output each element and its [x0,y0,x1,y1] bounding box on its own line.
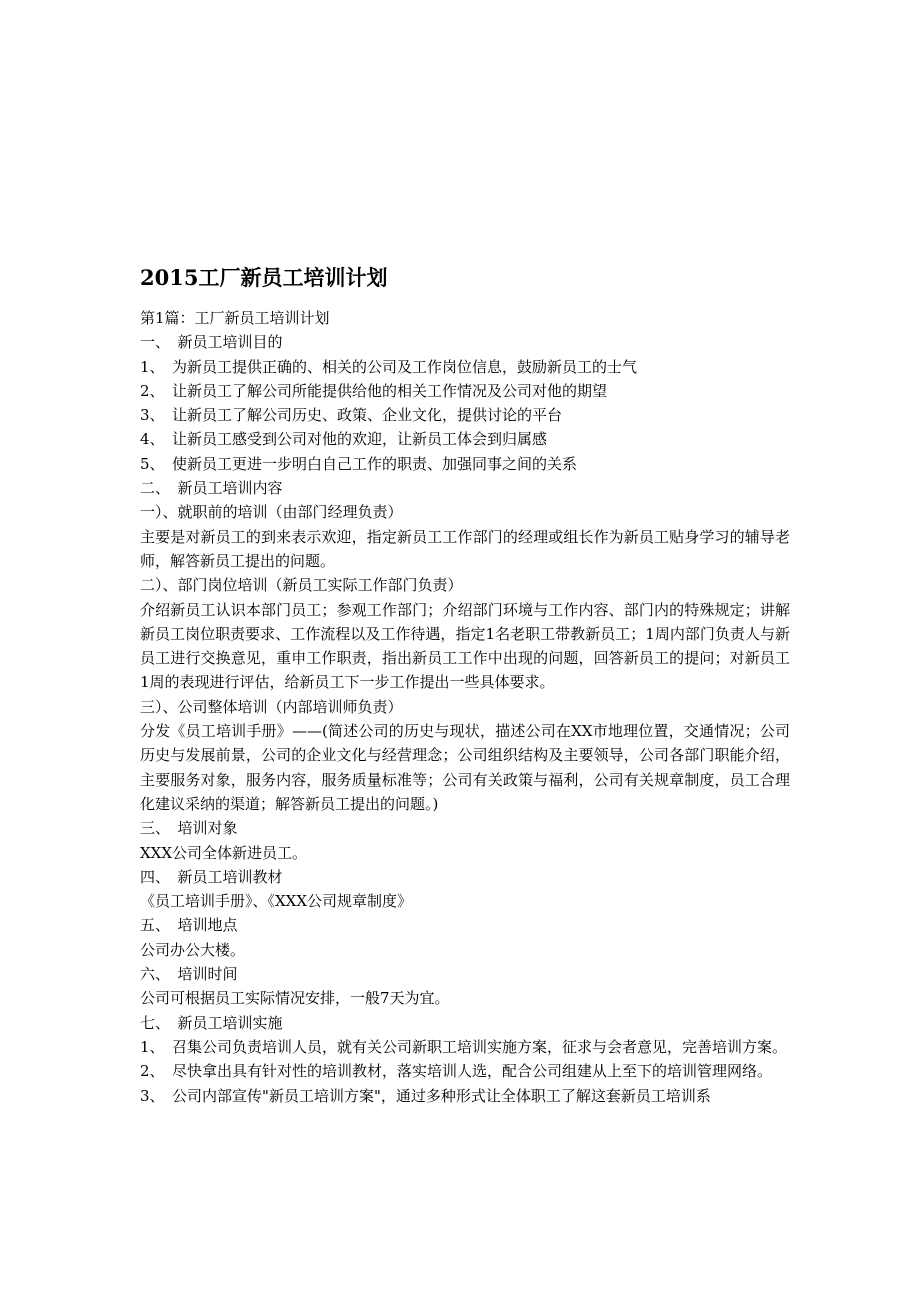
document-page [140,262,790,1108]
purpose-item-5: 5、 使新员工更进一步明白自己工作的职责、加强同事之间的关系 [140,454,578,473]
purpose-item-1: 1、 为新员工提供正确的、相关的公司及工作岗位信息，鼓励新员工的士气 [140,357,638,376]
paragraph-target: XXX公司全体新进员工。 [140,843,308,862]
implementation-item-1: 1、 召集公司负责培训人员，就有关公司新职工培训实施方案，征求与会者意见，完善培训方案。 [140,1037,788,1056]
purpose-item-4: 4、 让新员工感受到公司对他的欢迎，让新员工体会到归属感 [140,430,548,449]
section-heading-target: 三、 培训对象 [140,819,238,838]
implementation-item-3: 3、 公司内部宣传"新员工培训方案"，通过多种形式让全体职工了解这套新员工培训系 [140,1086,711,1105]
section-heading-implementation: 七、 新员工培训实施 [140,1013,283,1032]
paragraph-location: 公司办公大楼。 [140,940,246,959]
section-heading-purpose: 一、 新员工培训目的 [140,333,283,352]
purpose-item-3: 3、 让新员工了解公司历史、政策、企业文化，提供讨论的平台 [140,406,563,425]
paragraph-materials: 《员工培训手册》、《XXX公司规章制度》 [140,892,413,911]
section-heading-time: 六、 培训时间 [140,965,238,984]
subsection-heading-department: 二）、部门岗位培训（新员工实际工作部门负责） [140,576,463,595]
section-heading-location: 五、 培训地点 [140,916,238,935]
document-body [140,306,790,1108]
subsection-heading-company: 三）、公司整体培训（内部培训师负责） [140,697,403,716]
part-heading: 第1篇：工厂新员工培训计划 [140,309,330,327]
paragraph-time: 公司可根据员工实际情况安排，一般7天为宜。 [140,989,450,1008]
purpose-item-2: 2、 让新员工了解公司所能提供给他的相关工作情况及公司对他的期望 [140,381,608,400]
document-title: 2015工厂新员工培训计划 [140,265,388,290]
section-heading-materials: 四、 新员工培训教材 [140,867,283,886]
paragraph-department: 介绍新员工认识本部门员工；参观工作部门；介绍部门环境与工作内容、部门内的特殊规定；讲解新员工岗位职责要求、工作流程以及工作待遇，指定1名老职工带教新员工；1周内部门负责人与新员工进行交换意见，重申工作职责，指出新员工工作中出现的问题，回答新员工的提问；对新员工1周的表现进行评估，给新员工下一步工作提出一些具体要求。 [140,600,790,692]
paragraph-company: 分发《员工培训手册》——(简述公司的历史与现状，描述公司在XX市地理位置，交通情况；公司历史与发展前景，公司的企业文化与经营理念；公司组织结构及主要领导，公司各部门职能介绍，主要服务对象，服务内容，服务质量标准等；公司有关政策与福利，公司有关规章制度，员工合理化建议采纳的渠道；解答新员工提出的问题。) [140,722,790,813]
paragraph-pre-job: 主要是对新员工的到来表示欢迎，指定新员工工作部门的经理或组长作为新员工贴身学习的辅导老师，解答新员工提出的问题。 [140,527,790,570]
section-heading-content: 二、 新员工培训内容 [140,479,283,498]
subsection-heading-pre-job: 一）、就职前的培训（由部门经理负责） [140,503,403,522]
implementation-item-2: 2、 尽快拿出具有针对性的培训教材，落实培训人选，配合公司组建从上至下的培训管理网络。 [140,1062,773,1081]
